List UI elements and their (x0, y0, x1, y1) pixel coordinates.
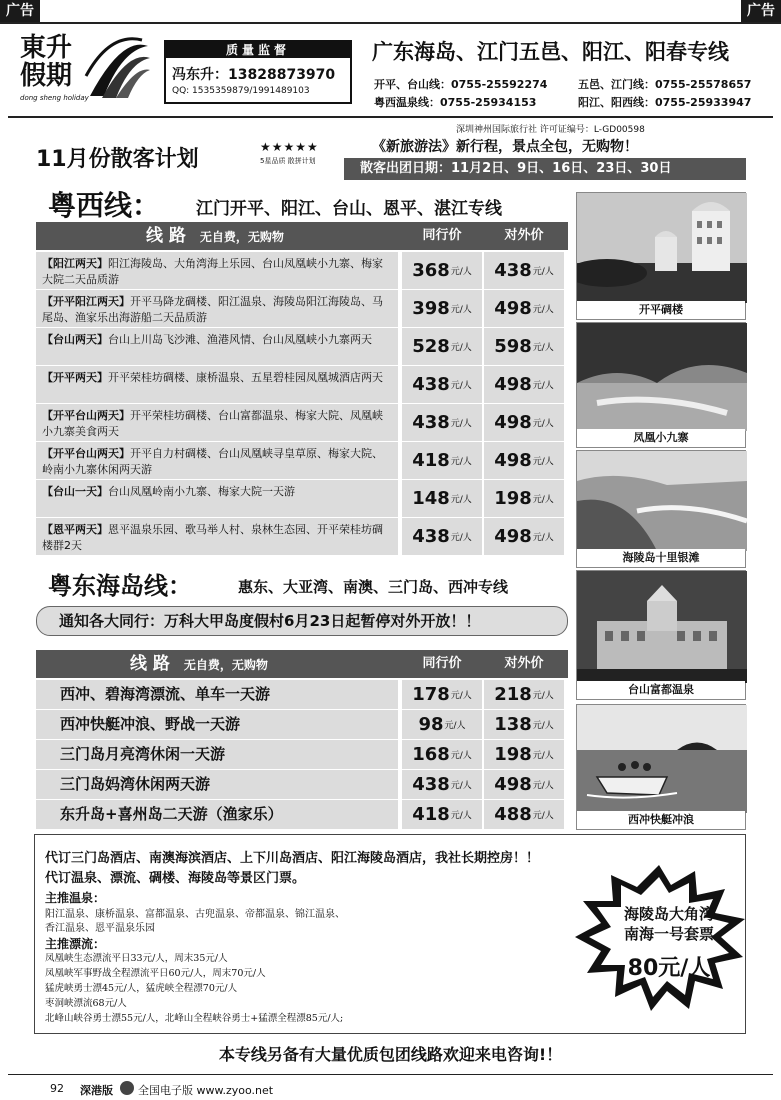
swirl-logo-icon (82, 36, 152, 102)
route-desc: 三门岛妈湾休闲两天游 (36, 770, 398, 799)
header-headline: 广东海岛、江门五邑、阳江、阳春专线 (372, 40, 729, 64)
peer-price-value: 438 (412, 374, 450, 395)
peer-price (402, 442, 482, 479)
quality-person: 冯东升：13828873970 (172, 67, 336, 83)
public-price-value: 488 (494, 804, 532, 825)
burst-line1: 海陵岛大角湾 (623, 905, 714, 923)
price-unit: 元/人 (450, 811, 472, 821)
price-unit: 元/人 (450, 495, 472, 505)
contact-2: 五邑、江门线：0755-25578657 (578, 78, 752, 91)
rafting-item: 凤凰峡生态漂流平日33元/人，周末35元/人 (45, 953, 228, 964)
route-desc (36, 328, 398, 365)
public-price (484, 404, 564, 441)
route-desc: 西冲快艇冲浪、野战一天游 (36, 710, 398, 739)
photo-xichong-speedboat (576, 704, 746, 830)
peer-price-value: 438 (412, 412, 450, 433)
public-price-value: 198 (494, 744, 532, 765)
footer-consult-note: 本专线另备有大量优质包团线路欢迎来电咨询!！ (218, 1045, 563, 1064)
brand-logo (20, 34, 160, 106)
footer-divider (8, 1074, 773, 1075)
west-col-peer: 同行价 (422, 228, 462, 243)
price-unit: 元/人 (450, 533, 472, 543)
public-price (484, 740, 564, 769)
west-route-row (36, 442, 568, 480)
west-table (36, 222, 568, 552)
east-route-row (36, 710, 568, 740)
waterfall-landscape-image (577, 323, 747, 431)
route-text: 开平自力村碉楼、台山凤凰峡寻皇草原、梅家大院、岭南小九寨休闲两天游 (42, 447, 383, 476)
route-tag: 【台山两天】 (42, 333, 108, 346)
route-tag: 【阳江两天】 (42, 257, 108, 270)
hotel-building-image (577, 571, 747, 683)
public-price (484, 366, 564, 403)
west-route-row (36, 404, 568, 442)
public-price (484, 680, 564, 709)
west-table-header (36, 222, 568, 250)
plan-title: 11月份散客计划 (36, 147, 199, 172)
top-divider (0, 22, 781, 24)
east-col-route: 线 路 (130, 654, 170, 674)
west-col-note: 无自费，无购物 (199, 230, 284, 244)
rafting-item: 凤凰峡军事野战全程漂流平日60元/人，周末70元/人 (45, 968, 266, 979)
photo-hailing-beach (576, 450, 746, 568)
peer-price (402, 740, 482, 769)
peer-price-value: 438 (412, 526, 450, 547)
page-site[interactable]: 全国电子版 www.zyoo.net (138, 1084, 274, 1097)
route-tag: 【恩平两天】 (42, 523, 108, 536)
rafting-title: 主推漂流： (45, 937, 106, 951)
contact-1: 开平、台山线：0755-25592274 (374, 78, 548, 91)
rafting-item: 猛虎峡勇士漂45元/人，猛虎峡全程漂70元/人 (45, 983, 238, 994)
route-desc: 西冲、碧海湾漂流、单车一天游 (36, 680, 398, 709)
price-unit: 元/人 (532, 811, 554, 821)
public-price-value: 498 (494, 450, 532, 471)
west-route-row (36, 252, 568, 290)
hot-springs-list2: 香江温泉、恩平温泉乐园 (45, 923, 155, 934)
rafting-item: 枣洞峡漂流68元/人 (45, 998, 127, 1009)
plan-dates: 散客出团日期：11月2日、9日、16日、23日、30日 (344, 158, 746, 180)
peer-price (402, 770, 482, 799)
peer-price-value: 148 (412, 488, 450, 509)
east-col-note: 无自费，无购物 (183, 658, 268, 672)
price-unit: 元/人 (450, 419, 472, 429)
header-divider (8, 116, 773, 118)
peer-price (402, 710, 482, 739)
route-desc: 东升岛+喜州岛二天游（渔家乐） (36, 800, 398, 829)
public-price (484, 290, 564, 327)
promo-line2: 代订温泉、漂流、碉楼、海陵岛等景区门票。 (45, 871, 306, 886)
peer-price (402, 518, 482, 555)
route-tag: 【开平台山两天】 (42, 447, 130, 460)
route-desc (36, 518, 398, 555)
photo-caption: 开平碉楼 (577, 301, 745, 319)
price-unit: 元/人 (532, 267, 554, 277)
peer-price (402, 290, 482, 327)
public-price (484, 480, 564, 517)
public-price-value: 218 (494, 684, 532, 705)
photo-caption: 海陵岛十里银滩 (577, 549, 745, 567)
west-route-row (36, 518, 568, 556)
public-price (484, 442, 564, 479)
west-route-row (36, 366, 568, 404)
price-unit: 元/人 (450, 457, 472, 467)
quality-title: 质量监督 (166, 42, 350, 58)
east-subtitle: 惠东、大亚湾、南澳、三门岛、西冲专线 (238, 578, 509, 596)
price-unit: 元/人 (444, 721, 466, 731)
rafting-list (45, 951, 485, 1026)
east-route-row (36, 800, 568, 830)
public-price-value: 498 (494, 374, 532, 395)
public-price (484, 800, 564, 829)
peer-price (402, 252, 482, 289)
price-unit: 元/人 (450, 381, 472, 391)
photo-caption: 西冲快艇冲浪 (577, 811, 745, 829)
price-unit: 元/人 (532, 305, 554, 315)
route-tag: 【台山一天】 (42, 485, 108, 498)
hot-springs-list: 阳江温泉、康桥温泉、富都温泉、古兜温泉、帝都温泉、锦江温泉、 (45, 909, 345, 920)
plan-stars-caption: 5星品质 散拼计划 (260, 157, 316, 165)
east-route-row (36, 770, 568, 800)
route-text: 开平荣桂坊碉楼、康桥温泉、五星碧桂园凤凰城酒店两天 (108, 371, 383, 384)
price-unit: 元/人 (450, 267, 472, 277)
peer-price-value: 438 (412, 774, 450, 795)
diaolou-image (577, 193, 747, 303)
route-text: 阳江海陵岛、大角湾海上乐园、台山凤凰峡小九寨、梅家大院二天品质游 (42, 257, 383, 286)
photo-taishan-fudu (576, 570, 746, 700)
plan-stars: ★★★★★ (260, 140, 319, 154)
west-col-public: 对外价 (504, 228, 544, 243)
price-unit: 元/人 (532, 457, 554, 467)
peer-price-value: 418 (412, 804, 450, 825)
public-price-value: 438 (494, 260, 532, 281)
photo-caption: 凤凰小九寨 (577, 429, 745, 447)
public-price (484, 518, 564, 555)
route-desc (36, 252, 398, 289)
route-text: 台山上川岛飞沙滩、渔港风情、台山凤凰峡小九寨两天 (108, 333, 372, 346)
beach-image (577, 451, 747, 551)
page-number: 92 (50, 1082, 64, 1095)
west-route-row (36, 480, 568, 518)
public-price-value: 598 (494, 336, 532, 357)
price-unit: 元/人 (450, 781, 472, 791)
ad-label-left: 广告 (0, 0, 40, 22)
plan-slogan: 《新旅游法》新行程，景点全包，无购物！ (372, 139, 638, 155)
public-price (484, 328, 564, 365)
route-desc (36, 404, 398, 441)
route-tag: 【开平两天】 (42, 371, 108, 384)
peer-price-value: 178 (412, 684, 450, 705)
price-unit: 元/人 (532, 691, 554, 701)
price-unit: 元/人 (450, 343, 472, 353)
east-title: 粤东海岛线： (48, 572, 192, 600)
promo-line1: 代订三门岛酒店、南澳海滨酒店、上下川岛酒店、阳江海陵岛酒店，我社长期控房！！ (45, 851, 540, 866)
price-unit: 元/人 (450, 305, 472, 315)
public-price (484, 710, 564, 739)
brand-name-en: dong sheng holiday (20, 94, 89, 102)
west-subtitle: 江门开平、阳江、台山、恩平、湛江专线 (196, 199, 502, 219)
route-desc (36, 442, 398, 479)
public-price (484, 770, 564, 799)
site-badge-icon (120, 1081, 134, 1095)
route-text: 台山凤凰岭南小九寨、梅家大院一天游 (108, 485, 295, 498)
price-unit: 元/人 (532, 381, 554, 391)
speedboat-image (577, 705, 747, 813)
price-unit: 元/人 (532, 751, 554, 761)
peer-price-value: 98 (418, 714, 444, 735)
peer-price-value: 528 (412, 336, 450, 357)
west-title: 粤西线： (48, 189, 161, 222)
price-unit: 元/人 (532, 781, 554, 791)
quality-qq: QQ: 1535359879/1991489103 (172, 86, 310, 96)
route-text: 恩平温泉乐园、歌马举人村、泉林生态园、开平荣桂坊碉楼群2天 (42, 523, 383, 552)
public-price-value: 198 (494, 488, 532, 509)
public-price-value: 498 (494, 412, 532, 433)
price-unit: 元/人 (532, 419, 554, 429)
peer-price (402, 366, 482, 403)
brand-name-line2: 假期 (20, 61, 73, 91)
price-unit: 元/人 (532, 495, 554, 505)
price-unit: 元/人 (532, 721, 554, 731)
peer-price-value: 368 (412, 260, 450, 281)
peer-price (402, 680, 482, 709)
public-price-value: 138 (494, 714, 532, 735)
price-unit: 元/人 (450, 751, 472, 761)
price-unit: 元/人 (450, 691, 472, 701)
peer-price-value: 398 (412, 298, 450, 319)
contact-4: 阳江、阳西线：0755-25933947 (578, 96, 752, 109)
route-text: 开平荣桂坊碉楼、台山富都温泉、梅家大院、凤凰峡小九寨美食两天 (42, 409, 383, 438)
public-price (484, 252, 564, 289)
west-col-route: 线 路 (146, 226, 186, 246)
burst-price: 80元/人 (627, 956, 711, 981)
peer-price (402, 800, 482, 829)
peer-price (402, 328, 482, 365)
route-desc: 三门岛月亮湾休闲一天游 (36, 740, 398, 769)
page-edition: 深港版 (80, 1084, 113, 1097)
quality-box (164, 40, 352, 104)
route-desc (36, 366, 398, 403)
east-col-peer: 同行价 (422, 656, 462, 671)
brand-name-line1: 東升 (20, 33, 73, 63)
east-col-public: 对外价 (504, 656, 544, 671)
route-text: 开平马降龙碉楼、阳江温泉、海陵岛阳江海陵岛、马尾岛、渔家乐出海游船二天品质游 (42, 295, 383, 324)
route-tag: 【开平阳江两天】 (42, 295, 130, 308)
east-route-row (36, 680, 568, 710)
route-desc (36, 480, 398, 517)
photo-fenghuang (576, 322, 746, 448)
east-table (36, 650, 568, 828)
east-notice: 通知各大同行：万科大甲岛度假村6月23日起暂停对外开放！！ (36, 606, 568, 636)
burst-line2: 南海一号套票 (623, 925, 714, 943)
peer-price-value: 418 (412, 450, 450, 471)
peer-price (402, 404, 482, 441)
bottom-promo-box (34, 834, 746, 1034)
east-table-header (36, 650, 568, 678)
public-price-value: 498 (494, 298, 532, 319)
public-price-value: 498 (494, 774, 532, 795)
hot-springs-title: 主推温泉： (45, 891, 106, 905)
peer-price-value: 168 (412, 744, 450, 765)
public-price-value: 498 (494, 526, 532, 547)
contact-3: 粤西温泉线：0755-25934153 (374, 96, 537, 109)
photo-kaiping-diaolou (576, 192, 746, 320)
photo-caption: 台山富都温泉 (577, 681, 745, 699)
agency-license: 深圳神州国际旅行社 许可证编号：L-GD00598 (456, 125, 645, 135)
peer-price (402, 480, 482, 517)
route-tag: 【开平台山两天】 (42, 409, 130, 422)
price-unit: 元/人 (532, 343, 554, 353)
price-unit: 元/人 (532, 533, 554, 543)
west-route-row (36, 328, 568, 366)
east-route-row (36, 740, 568, 770)
west-route-row (36, 290, 568, 328)
ad-label-right: 广告 (741, 0, 781, 22)
rafting-item: 北峰山峡谷勇士漂55元/人，北峰山全程峡谷勇士+猛漂全程漂85元/人; (45, 1013, 344, 1024)
route-desc (36, 290, 398, 327)
